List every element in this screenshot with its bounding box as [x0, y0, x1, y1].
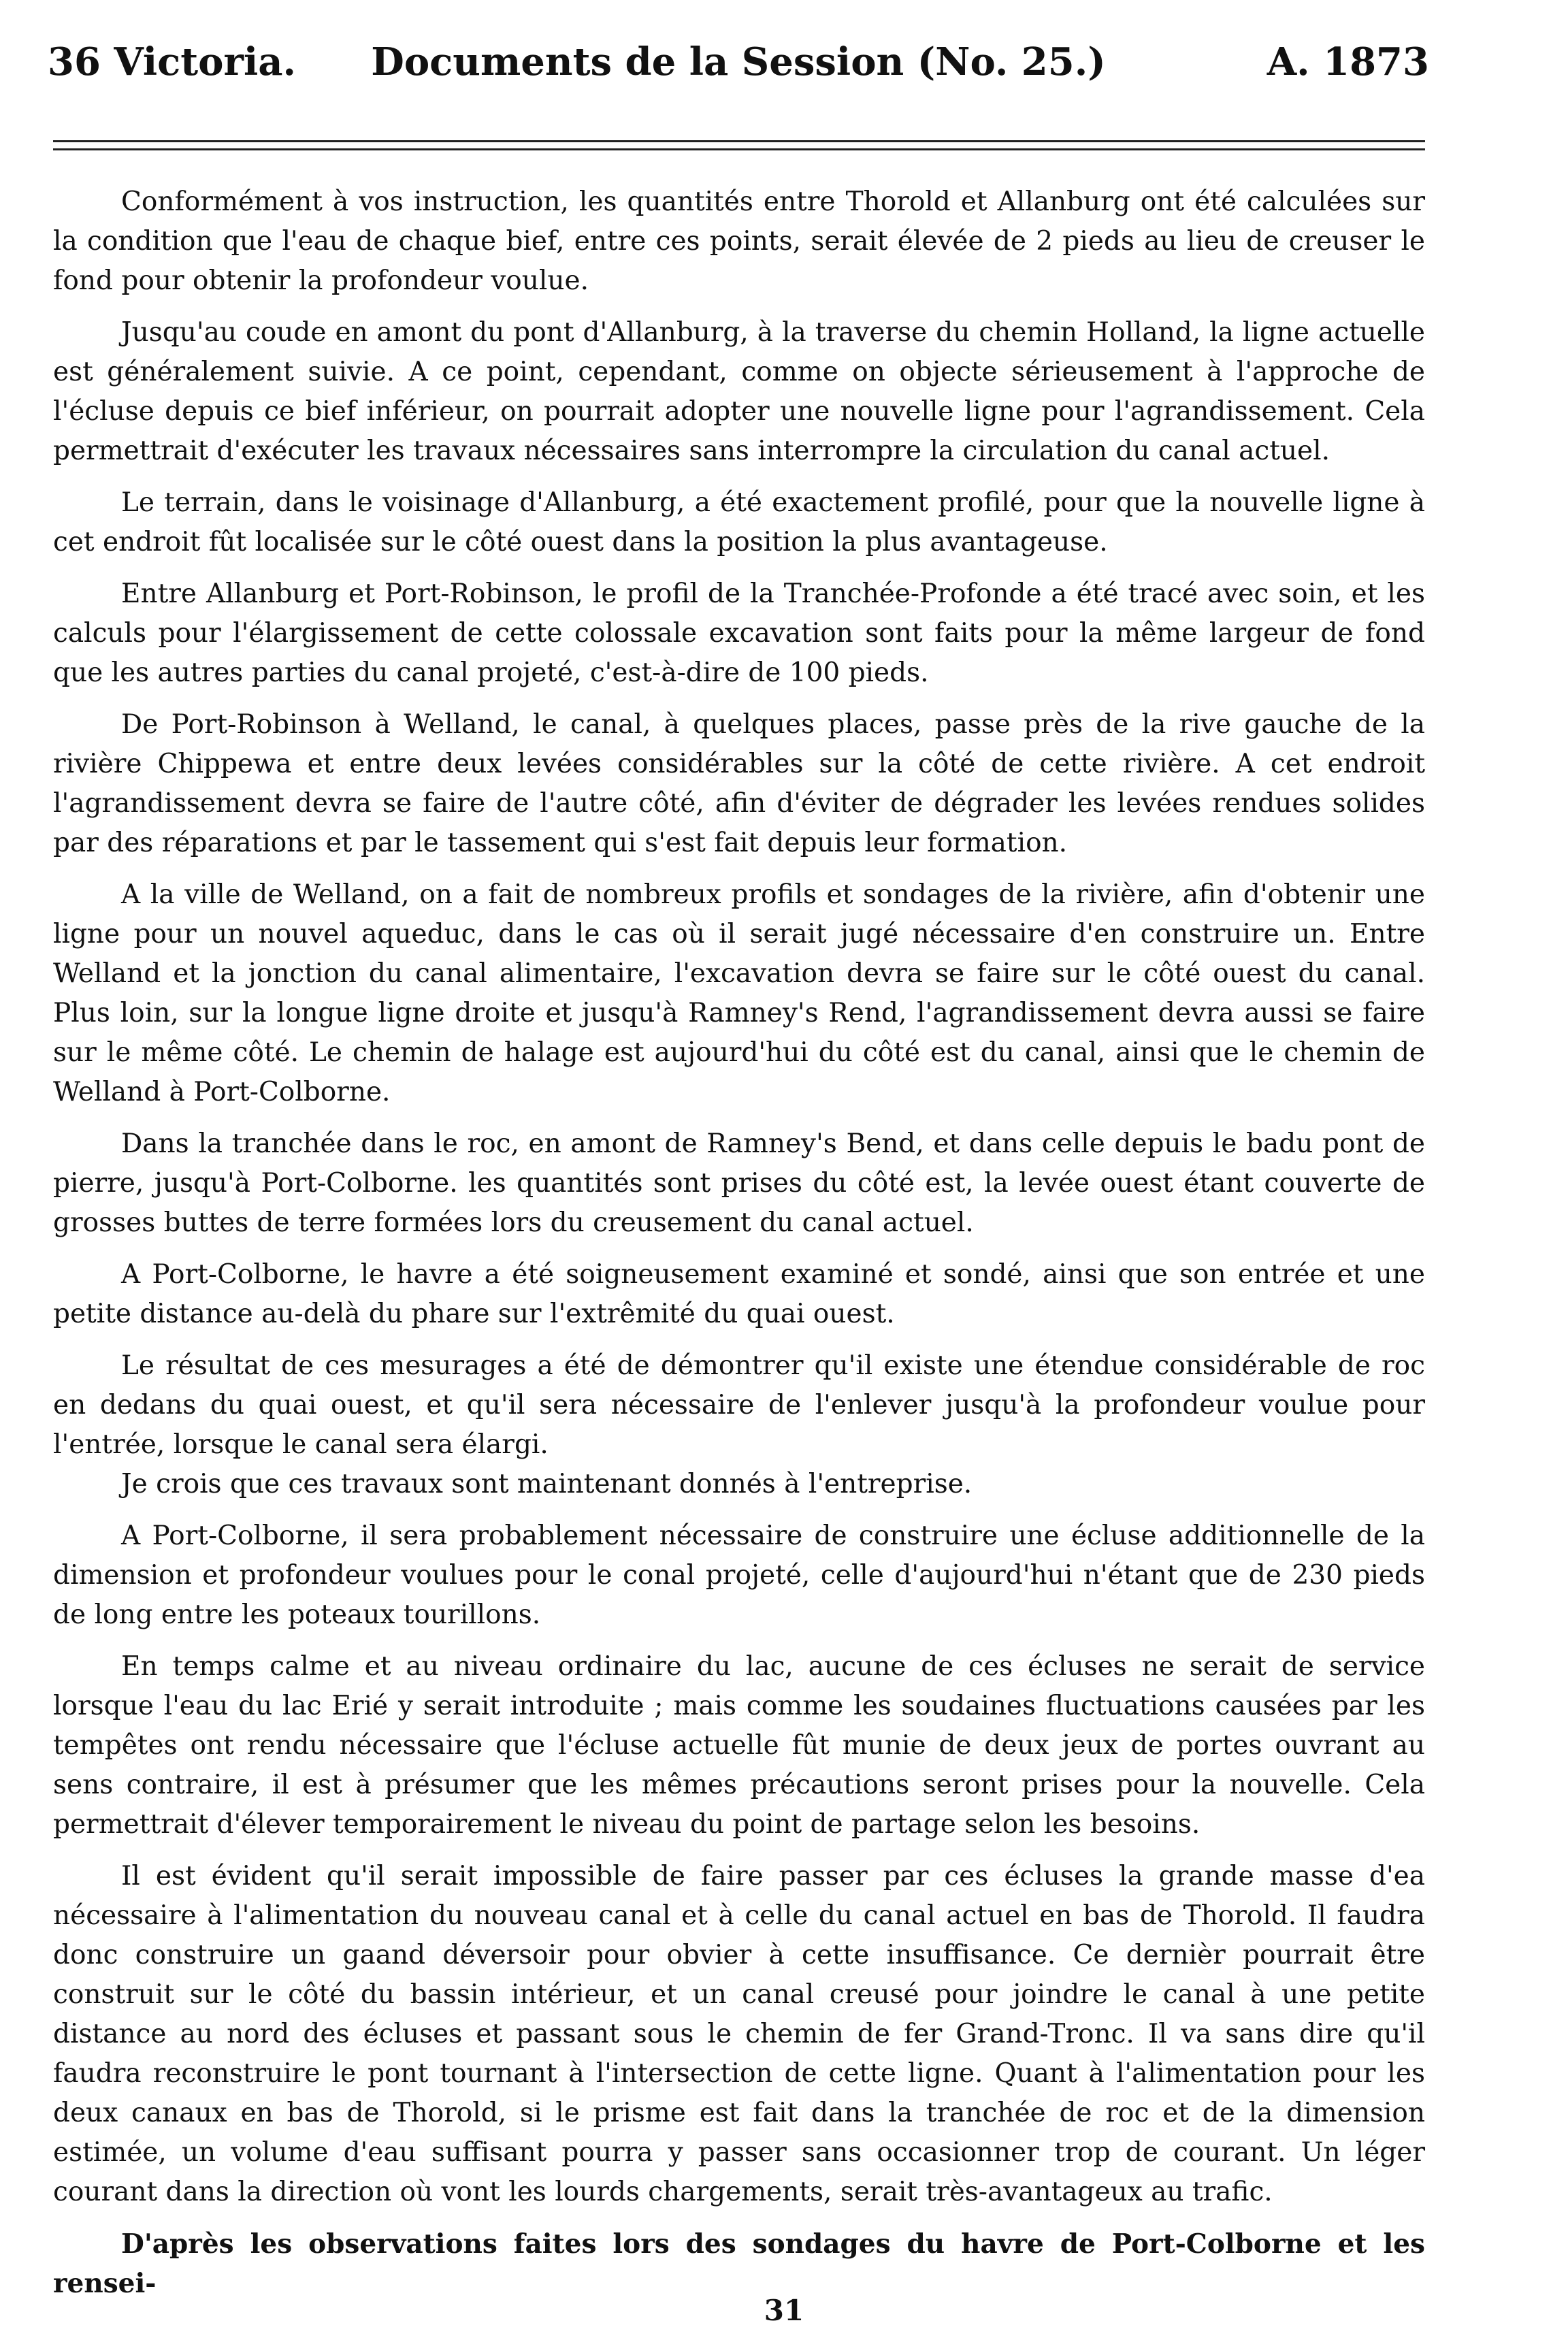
paragraph-11: A Port-Colborne, il sera probablement nécessaire de construire une écluse additionnelle de la dimension et profondeur voulues pour le conal projeté, celle d'aujourd'hui n'étant que de 230 pieds de long entre les poteaux tourillons. — [53, 1521, 1425, 1630]
paragraph-9: Le résultat de ces mesurages a été de démontrer qu'il existe une étendue considérable de roc en dedans du quai ouest, et qu'il sera nécessaire de l'enlever jusqu'à la profondeur voulue pour l'entrée, lorsque le canal sera élargi. — [53, 1350, 1425, 1460]
paragraph-4: Entre Allanburg et Port-Robinson, le profil de la Tranchée-Profonde a été tracé avec soin, et les calculs pour l'élargissement de cette colossale excavation sont faits pour la même largeur de fond que les autres parties du canal projeté, c'est-à-dire de 100 pieds. — [53, 579, 1425, 688]
paragraph-1: Conformément à vos instruction, les quantités entre Thorold et Allanburg ont été calculées sur la condition que l'eau de chaque bief, entre ces points, serait élevée de 2 pieds au lieu de creuser le fond pour obtenir la profondeur voulue. — [53, 186, 1425, 296]
paragraph-5: De Port-Robinson à Welland, le canal, à quelques places, passe près de la rive gauche de la rivière Chippewa et entre deux levées considérables sur la côté de cette rivière. A cet endroit l'agrandissement devra se faire de l'autre côté, afin d'éviter de dégrader les levées rendues solides par des réparations et par le tassement qui s'est fait depuis leur formation. — [53, 709, 1425, 858]
header-title: Documents de la Session (No. 25.) — [371, 39, 1106, 84]
page-number: 31 — [764, 2294, 804, 2327]
paragraph-6: A la ville de Welland, on a fait de nombreux profils et sondages de la rivière, afin d'obtenir une ligne pour un nouvel aqueduc, dans le cas où il serait jugé nécessaire d'en construire un. Entre Welland et la jonction du canal alimentaire, l'excavation devra se faire sur le côté ouest du canal. Plus loin, sur la longue ligne droite et jusqu'à Ramney's Rend, l'agrandissement devra aussi se faire sur le même côté. Le chemin de halage est aujourd'hui du côté est du canal, ainsi que le chemin de Welland à Port-Colborne. — [53, 879, 1425, 1107]
paragraph-12: En temps calme et au niveau ordinaire du lac, aucune de ces écluses ne serait de service lorsque l'eau du lac Erié y serait introduite ; mais comme les soudaines fluctuations causées par les tempêtes ont rendu nécessaire que l'écluse actuelle fût munie de deux jeux de portes ouvrant au sens contraire, il est à présumer que les mêmes précautions seront prises pour la nouvelle. Cela permettrait d'élever temporairement le niveau du point de partage selon les besoins. — [53, 1651, 1425, 1840]
paragraph-10: Je crois que ces travaux sont maintenant donnés à l'entreprise. — [121, 1469, 973, 1499]
header-rule-bottom — [53, 148, 1425, 150]
header-year: A. 1873 — [1267, 39, 1429, 84]
running-header — [48, 39, 1429, 101]
paragraph-3: Le terrain, dans le voisinage d'Allanburg, a été exactement profilé, pour que la nouvelle ligne à cet endroit fût localisée sur le côté ouest dans la position la plus avantageuse. — [53, 487, 1425, 557]
header-rule-top — [53, 140, 1425, 142]
paragraph-14: D'après les observations faites lors des sondages du havre de Port-Colborne et les rensei- — [53, 2228, 1425, 2299]
header-volume: 36 Victoria. — [48, 39, 297, 84]
paragraph-2: Jusqu'au coude en amont du pont d'Allanburg, à la traverse du chemin Holland, la ligne actuelle est généralement suivie. A ce point, cependant, comme on objecte sérieusement à l'approche de l'écluse depuis ce bief inférieur, on pourrait adopter une nouvelle ligne pour l'agrandissement. Cela permettrait d'exécuter les travaux nécessaires sans interrompre la circulation du canal actuel. — [53, 317, 1425, 466]
paragraph-13: Il est évident qu'il serait impossible de faire passer par ces écluses la grande masse d'ea nécessaire à l'alimentation du nouveau canal et à celle du canal actuel en bas de Thorold. Il faudra donc construire un gaand déversoir pour obvier à cette insuffisance. Ce dernièr pourrait être construit sur le côté du bassin intérieur, et un canal creusé pour joindre le canal à une petite distance au nord des écluses et passant sous le chemin de fer Grand-Tronc. Il va sans dire qu'il faudra reconstruire le pont tournant à l'intersection de cette ligne. Quant à l'alimentation pour les deux canaux en bas de Thorold, si le prisme est fait dans la tranchée de roc et de la dimension estimée, un volume d'eau suffisant pourra y passer sans occasionner trop de courant. Un léger courant dans la direction où vont les lourds chargements, serait très-avantageux au trafic. — [53, 1861, 1425, 2207]
paragraph-7: Dans la tranchée dans le roc, en amont de Ramney's Bend, et dans celle depuis le badu pont de pierre, jusqu'à Port-Colborne. les quantités sont prises du côté est, la levée ouest étant couverte de grosses buttes de terre formées lors du creusement du canal actuel. — [53, 1128, 1425, 1238]
paragraph-8: A Port-Colborne, le havre a été soigneusement examiné et sondé, ainsi que son entrée et une petite distance au-delà du phare sur l'extrêmité du quai ouest. — [53, 1259, 1425, 1329]
page-body — [53, 182, 1425, 2315]
